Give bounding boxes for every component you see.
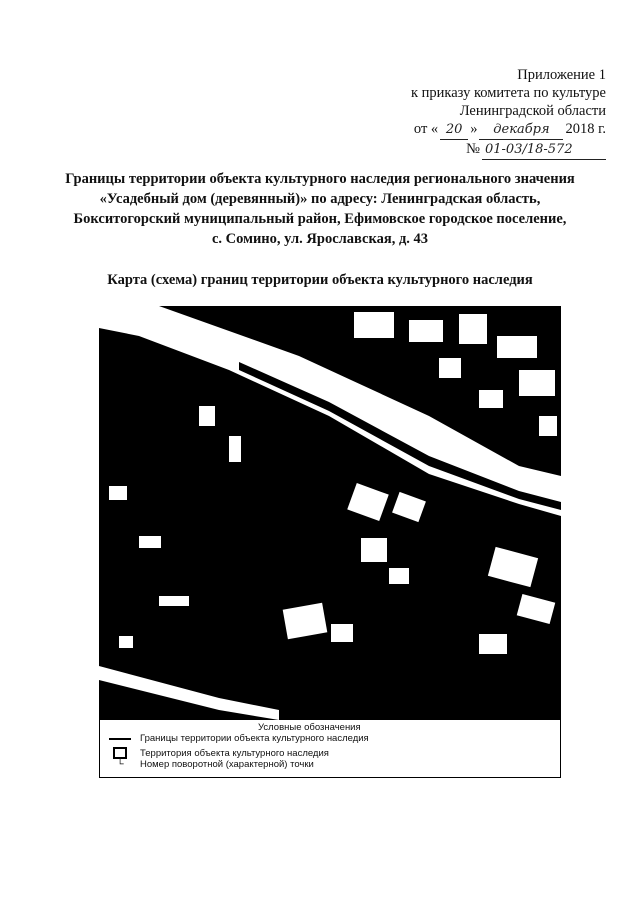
- map-legend: [99, 720, 561, 778]
- date-row: [411, 120, 606, 140]
- legend-item-territory: [100, 747, 329, 759]
- title-line-4: с. Сомино, ул. Ярославская, д. 43: [211, 231, 429, 247]
- aerial-map: [99, 306, 561, 720]
- title-line-1: Границы территории объекта культурного наследия регионального значения: [65, 171, 575, 187]
- point-marker-icon: └: [116, 759, 124, 770]
- legend-item-label: Территория объекта культурного наследия: [140, 747, 329, 759]
- date-year: 2018 г.: [565, 121, 606, 137]
- boundary-line-icon: [100, 738, 140, 740]
- appendix-block: [411, 66, 606, 160]
- number-row: [411, 140, 606, 160]
- date-day: 20: [440, 121, 468, 140]
- number-prefix: №: [466, 141, 480, 157]
- legend-item-label: Границы территории объекта культурного наследия: [140, 733, 369, 744]
- date-mid: »: [470, 121, 478, 137]
- territory-rect-icon: [100, 747, 140, 759]
- legend-item-point: [100, 759, 314, 770]
- date-month: декабря: [479, 121, 563, 140]
- document-title: [40, 169, 600, 249]
- region-line: Ленинградской области: [459, 103, 606, 119]
- title-line-2: «Усадебный дом (деревянный)» по адресу: Ленинградская область,: [99, 191, 541, 207]
- legend-title: Условные обозначения: [258, 722, 361, 733]
- appendix-label: Приложение 1: [517, 67, 606, 83]
- legend-item-boundary: [100, 733, 369, 744]
- legend-item-label: Номер поворотной (характерной) точки: [140, 759, 314, 770]
- aerial-map-image: [99, 306, 561, 720]
- title-line-3: Бокситогорский муниципальный район, Ефимовское городское поселение,: [73, 211, 567, 227]
- order-number: 01-03/18-572: [482, 141, 606, 160]
- map-subtitle: Карта (схема) границ территории объекта культурного наследия: [107, 272, 533, 288]
- order-line: к приказу комитета по культуре: [410, 85, 606, 101]
- date-prefix: от «: [413, 121, 439, 137]
